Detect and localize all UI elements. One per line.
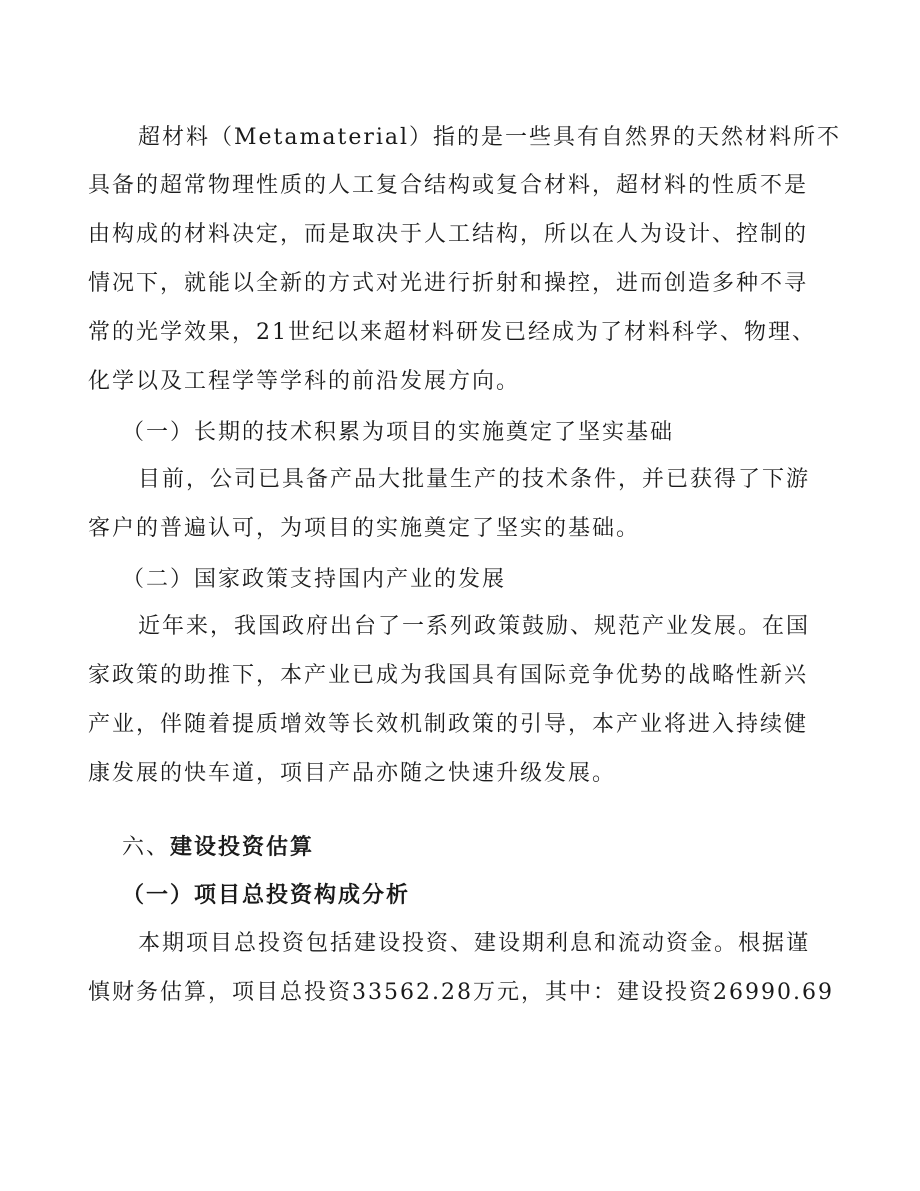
chapter-number: 六、 <box>122 835 171 860</box>
section2-line-3: 产业，伴随着提质增效等长效机制政策的引导，本产业将进入持续健 <box>88 712 809 737</box>
intro-line-6: 化学以及工程学等学科的前沿发展方向。 <box>88 369 521 394</box>
section3-line-1: 本期项目总投资包括建设投资、建设期利息和流动资金。根据谨 <box>138 931 811 956</box>
section-heading-2: （二）国家政策支持国内产业的发展 <box>122 567 507 592</box>
section2-line-2: 家政策的助推下，本产业已成为我国具有国际竞争优势的战略性新兴 <box>88 663 809 688</box>
section1-line-2: 客户的普遍认可，为项目的实施奠定了坚实的基础。 <box>88 516 641 541</box>
intro-line-2: 具备的超常物理性质的人工复合结构或复合材料，超材料的性质不是 <box>88 173 809 198</box>
intro-line-4: 情况下，就能以全新的方式对光进行折射和操控，进而创造多种不寻 <box>88 271 809 296</box>
section3-line-2: 慎财务估算，项目总投资33562.28万元，其中：建设投资26990.69 <box>88 980 834 1005</box>
intro-line-1: 超材料（Metamaterial）指的是一些具有自然界的天然材料所不 <box>138 125 842 150</box>
section-heading-3: （一）项目总投资构成分析 <box>122 882 411 908</box>
section-heading-1: （一）长期的技术积累为项目的实施奠定了坚实基础 <box>122 420 675 445</box>
intro-line-5: 常的光学效果，21世纪以来超材料研发已经成为了材料科学、物理、 <box>88 320 816 345</box>
section2-line-1: 近年来，我国政府出台了一系列政策鼓励、规范产业发展。在国 <box>138 614 811 639</box>
intro-line-3: 由构成的材料决定，而是取决于人工结构，所以在人为设计、控制的 <box>88 222 809 247</box>
section2-line-4: 康发展的快车道，项目产品亦随之快速升级发展。 <box>88 761 617 786</box>
section1-line-1: 目前，公司已具备产品大批量生产的技术条件，并已获得了下游 <box>138 467 811 492</box>
chapter-title: 建设投资估算 <box>170 834 315 860</box>
chapter-heading <box>122 832 314 863</box>
